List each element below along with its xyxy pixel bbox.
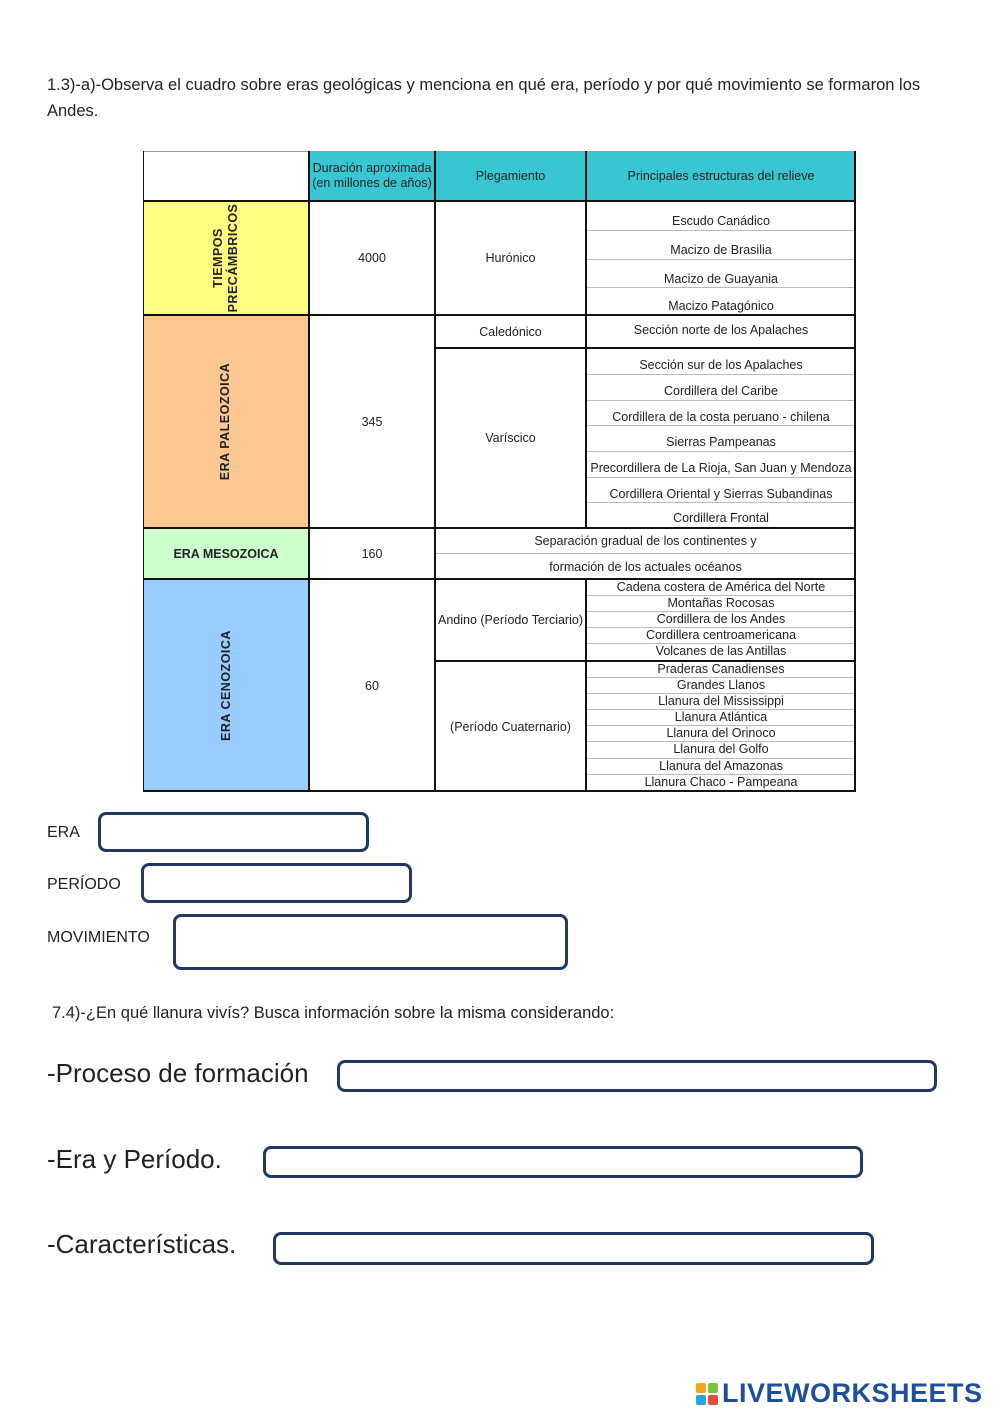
mesozoic-text-1: Separación gradual de los continentes y	[534, 533, 757, 548]
folding-quaternary: (Período Cuaternario)	[450, 719, 571, 734]
era-label: ERA	[47, 824, 80, 841]
era-answer-input[interactable]	[98, 812, 369, 852]
structure-item: Macizo de Brasilia	[670, 243, 772, 257]
era-paleozoic-label: ERA PALEOZOICA	[218, 362, 233, 481]
duration-cenozoic: 60	[365, 678, 379, 693]
structure-item: Escudo Canádico	[672, 214, 770, 228]
structure-item: Cordillera de los Andes	[656, 612, 786, 626]
structure-item: Llanura Atlántica	[674, 710, 768, 724]
formation-process-label: -Proceso de formación	[47, 1058, 309, 1088]
period-label: PERÍODO	[47, 876, 121, 893]
header-relief: Principales estructuras del relieve	[586, 151, 856, 201]
era-paleozoic-cell	[143, 315, 309, 528]
structure-item: Cordillera del Caribe	[664, 384, 778, 398]
structure-item: Cordillera de la costa peruano - chilena	[612, 410, 830, 424]
liveworksheets-logo	[696, 1378, 983, 1409]
structure-item: Cordillera Frontal	[673, 511, 769, 525]
structure-item: Sección sur de los Apalaches	[639, 358, 803, 372]
era-cenozoic-label: ERA CENOZOICA	[218, 630, 233, 741]
structure-item: Llanura del Mississippi	[658, 694, 784, 708]
header-folding: Plegamiento	[435, 151, 586, 201]
structure-item: Llanura del Amazonas	[659, 759, 783, 773]
header-duration: Duración aproximada (en millones de años)	[309, 151, 435, 201]
logo-grid-icon	[696, 1383, 718, 1405]
folding-huronic: Hurónico	[485, 251, 536, 265]
period-answer-input[interactable]	[141, 863, 412, 903]
structure-item: Volcanes de las Antillas	[655, 644, 787, 658]
folding-variscan: Varíscico	[485, 431, 536, 445]
question-1-text: 1.3)-a)-Observa el cuadro sobre eras geológicas y menciona en qué era, período y por qué movimiento se formaron los Andes.	[47, 76, 921, 120]
structure-item: Cadena costera de América del Norte	[616, 580, 826, 594]
structure-item: Grandes Llanos	[676, 678, 766, 692]
movement-answer-input[interactable]	[173, 914, 568, 970]
structure-item: Cordillera centroamericana	[645, 628, 797, 642]
structure-item: Llanura del Orinoco	[666, 726, 776, 740]
duration-precambrian: 4000	[358, 251, 386, 265]
structure-item: Praderas Canadienses	[657, 662, 785, 676]
structure-item: Sierras Pampeanas	[666, 435, 776, 449]
structure-item: Sección norte de los Apalaches	[633, 323, 809, 337]
structure-item: Llanura Chaco - Pampeana	[644, 775, 798, 789]
era-precambrian-label: TIEMPOS PRECÁMBRICOS	[211, 203, 240, 313]
structure-item: Cordillera Oriental y Sierras Subandinas	[609, 487, 833, 501]
geologic-eras-table	[143, 151, 856, 792]
era-mesozoic-cell	[143, 528, 309, 579]
formation-process-input[interactable]	[337, 1060, 937, 1092]
characteristics-label: -Características.	[47, 1229, 237, 1259]
era-period-input[interactable]	[263, 1146, 863, 1178]
duration-paleozoic: 345	[361, 414, 383, 429]
mesozoic-text-2: formación de los actuales océanos	[549, 559, 742, 574]
era-cenozoic-cell	[143, 579, 309, 792]
era-period-label: -Era y Período.	[47, 1144, 222, 1174]
structure-item: Precordillera de La Rioja, San Juan y Mendoza	[590, 461, 852, 475]
folding-andean: Andino (Período Terciario)	[438, 613, 583, 627]
folding-caledonian: Caledónico	[479, 324, 542, 339]
question-2-text: 7.4)-¿En qué llanura vivís? Busca información sobre la misma considerando:	[52, 1004, 615, 1022]
header-empty-cell	[143, 151, 309, 201]
structure-item: Macizo Patagónico	[668, 299, 774, 313]
structure-item: Llanura del Golfo	[673, 742, 769, 756]
structure-item: Macizo de Guayania	[664, 272, 778, 286]
structure-item: Montañas Rocosas	[667, 596, 775, 610]
era-mesozoic-label: ERA MESOZOICA	[173, 546, 279, 561]
duration-mesozoic: 160	[361, 546, 383, 561]
movement-label: MOVIMIENTO	[47, 929, 150, 946]
characteristics-input[interactable]	[273, 1232, 874, 1265]
era-precambrian-cell	[143, 201, 309, 315]
logo-text: LIVEWORKSHEETS	[722, 1378, 983, 1408]
